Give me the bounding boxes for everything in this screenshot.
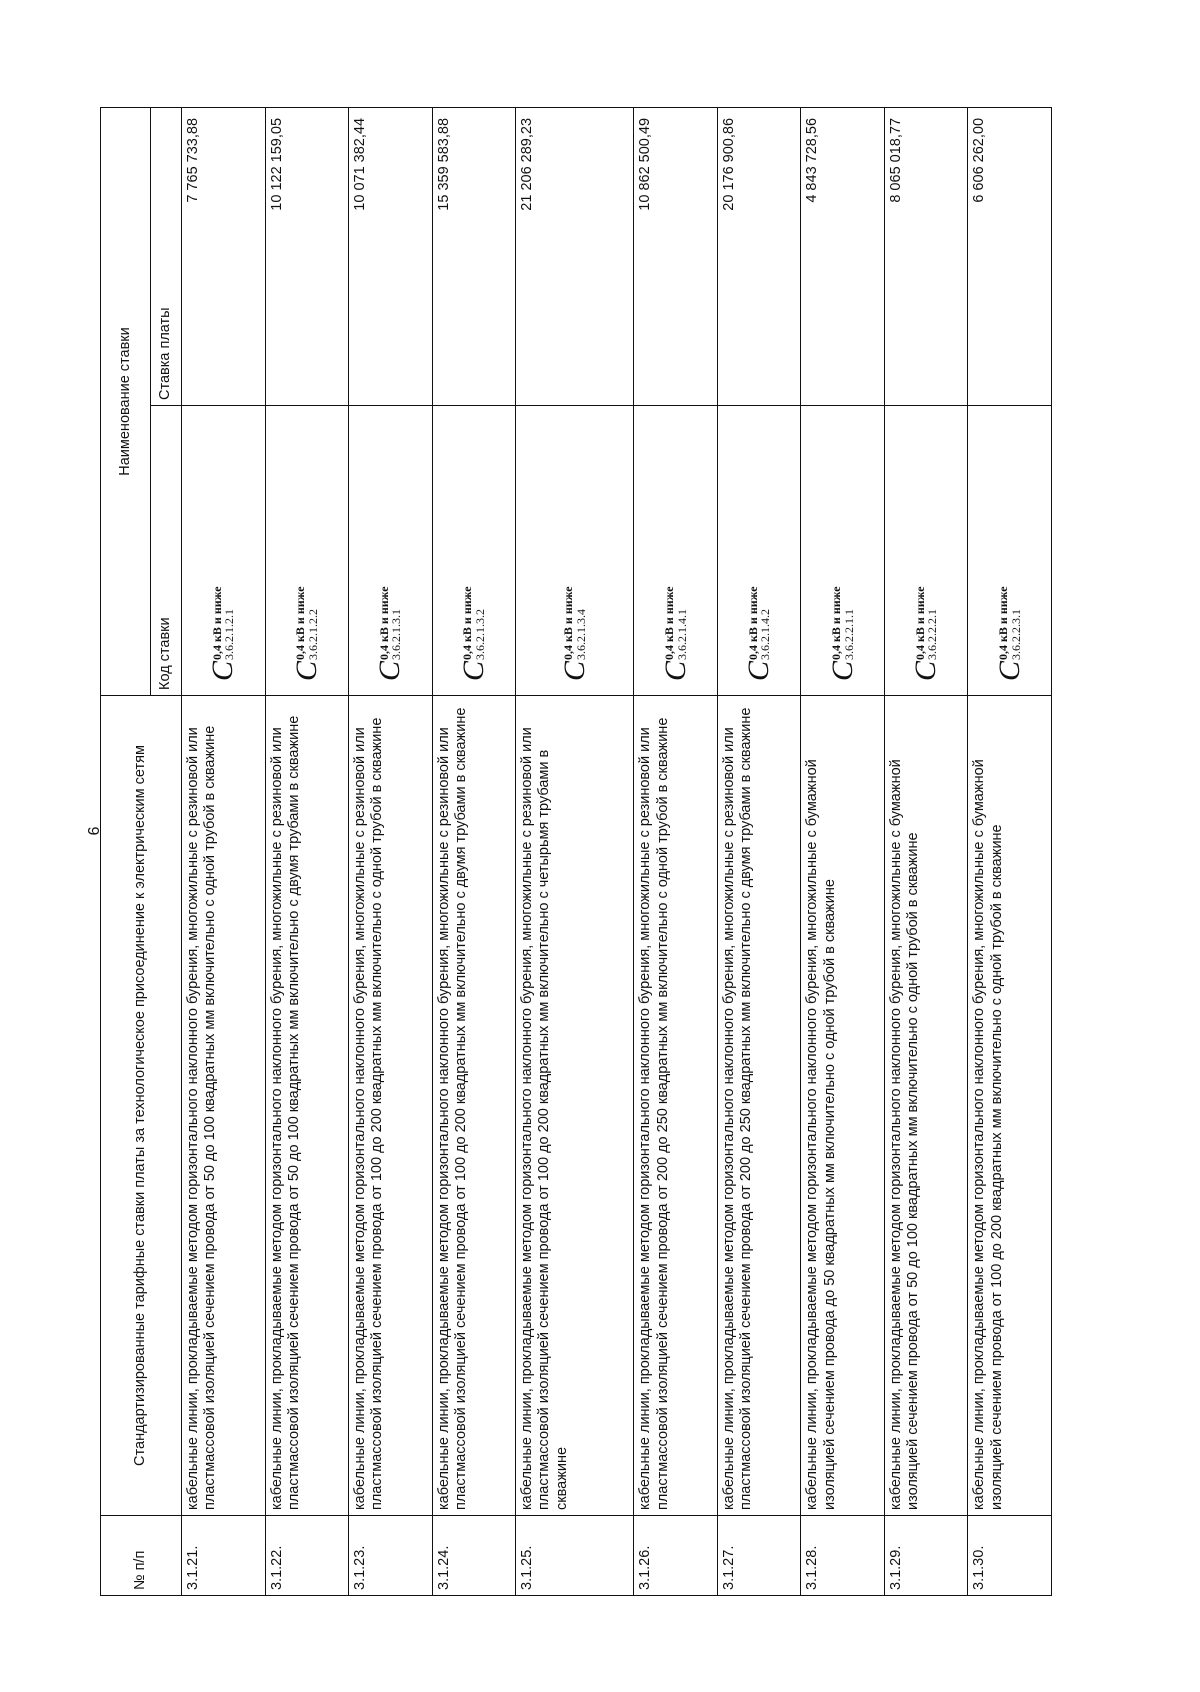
table-row (432, 107, 516, 1595)
table-row (717, 107, 801, 1595)
rate-code-indices (211, 586, 236, 660)
rate-code-symbol (456, 586, 490, 681)
rate-code-letter: C (557, 660, 591, 681)
rate-code-letter: C (456, 660, 490, 681)
row-number: 3.1.21. (182, 1516, 266, 1596)
rate-code-letter: C (658, 660, 692, 681)
rate-code-index: 3.6.2.1.4.2 (758, 608, 773, 660)
rate-code-index: 3.6.2.1.4.1 (674, 608, 689, 660)
table-row (349, 107, 433, 1595)
page-number: 9 (84, 826, 101, 836)
rate-value: 6 606 262,00 (968, 107, 1052, 405)
rate-code-letter: C (825, 660, 859, 681)
rate-code-symbol (992, 586, 1026, 681)
rate-code-index: 3.6.2.2.3.1 (1008, 608, 1023, 660)
rate-code-index: 3.6.2.1.3.2 (472, 608, 487, 660)
rate-value: 21 206 289,23 (516, 107, 634, 405)
row-number: 3.1.22. (265, 1516, 349, 1596)
rate-code-voltage: 0,4 кВ и ниже (829, 586, 844, 660)
rate-code-index: 3.6.2.2.1.1 (841, 608, 856, 660)
rate-code-index: 3.6.2.1.2.1 (222, 608, 237, 660)
rate-value: 10 122 159,05 (265, 107, 349, 405)
header-rate: Ставка платы (151, 107, 182, 405)
row-description: кабельные линии, прокладываемые методом горизонтального наклонного бурения, многожильные с резиновой или пластмассовой изоляцией сечением провода от 200 до 250 квадратных мм включительно с одной трубой в скважине (634, 696, 718, 1516)
rate-code-indices (997, 586, 1022, 660)
rate-code (349, 406, 433, 696)
rate-code-indices (914, 586, 939, 660)
rate-code-voltage: 0,4 кВ и ниже (662, 586, 676, 660)
row-number: 3.1.28. (801, 1516, 885, 1596)
row-number: 3.1.29. (884, 1516, 968, 1596)
rate-code-letter: C (742, 660, 776, 681)
rate-code (265, 406, 349, 696)
rate-code-letter: C (289, 660, 323, 681)
rate-code-indices (747, 586, 772, 660)
row-number: 3.1.26. (634, 1516, 718, 1596)
rate-code-indices (378, 586, 403, 660)
rate-code-symbol (289, 586, 323, 681)
row-number: 3.1.25. (516, 1516, 634, 1596)
rotated-page (100, 108, 1052, 1596)
rate-code-indices (562, 586, 587, 660)
rate-code-symbol (825, 586, 859, 681)
row-description: кабельные линии, прокладываемые методом горизонтального наклонного бурения, многожильные с бумажной изоляцией сечением провода до 50 квадратных мм включительно с одной трубой в скважине (801, 696, 885, 1516)
rate-code (182, 406, 266, 696)
rate-value: 4 843 728,56 (801, 107, 885, 405)
rate-code-symbol (557, 586, 591, 681)
rate-code-voltage: 0,4 кВ и ниже (745, 586, 760, 660)
rate-code-voltage: 0,4 кВ и ниже (561, 586, 576, 660)
rate-value: 8 065 018,77 (884, 107, 968, 405)
rate-code-indices (294, 586, 319, 660)
row-description: кабельные линии, прокладываемые методом горизонтального наклонного бурения, многожильные с резиновой или пластмассовой изоляцией сечением провода от 100 до 200 квадратных мм включительно с двумя трубами в скважине (432, 696, 516, 1516)
row-number: 3.1.24. (432, 1516, 516, 1596)
rate-code-symbol (911, 586, 941, 681)
rate-code-index: 3.6.2.1.3.4 (573, 608, 588, 660)
rate-value: 7 765 733,88 (182, 107, 266, 405)
row-description: кабельные линии, прокладываемые методом горизонтального наклонного бурения, многожильные с бумажной изоляцией сечением провода от 100 до 200 квадратных мм включительно с одной трубой в скважине (968, 696, 1052, 1516)
row-description: кабельные линии, прокладываемые методом горизонтального наклонного бурения, многожильные с бумажной изоляцией сечением провода от 50 до 100 квадратных мм включительно с одной трубой в скважине (884, 696, 968, 1516)
rate-value: 10 862 500,49 (634, 107, 718, 405)
row-description: кабельные линии, прокладываемые методом горизонтального наклонного бурения, многожильные с резиновой или пластмассовой изоляцией сечением провода от 100 до 200 квадратных мм включительно с четырьмя трубами в скважине (516, 696, 634, 1516)
rate-code (634, 406, 718, 696)
rate-code-letter: C (206, 660, 240, 681)
row-description: кабельные линии, прокладываемые методом горизонтального наклонного бурения, многожильные с резиновой или пластмассовой изоляцией сечением провода от 50 до 100 квадратных мм включительно с одной трубой в скважине (182, 696, 266, 1516)
rate-code (884, 406, 968, 696)
rate-code-voltage: 0,4 кВ и ниже (376, 586, 391, 660)
rate-code-voltage: 0,4 кВ и ниже (293, 586, 308, 660)
row-description: кабельные линии, прокладываемые методом горизонтального наклонного бурения, многожильные с резиновой или пластмассовой изоляцией сечением провода от 50 до 100 квадратных мм включительно с двумя трубами в скважине (265, 696, 349, 1516)
row-number: 3.1.23. (349, 1516, 433, 1596)
rate-code-indices (663, 586, 688, 660)
rate-value: 20 176 900,86 (717, 107, 801, 405)
rate-code (717, 406, 801, 696)
rate-code-symbol (658, 586, 692, 681)
rate-code-letter: C (373, 660, 407, 681)
rate-code-symbol (744, 586, 774, 681)
rate-code-voltage: 0,4 кВ и ниже (460, 586, 475, 660)
table-row (634, 107, 718, 1595)
rate-code-voltage: 0,4 кВ и ниже (996, 586, 1011, 660)
rate-code-index: 3.6.2.1.3.1 (389, 608, 404, 660)
rate-code (516, 406, 634, 696)
rate-code-symbol (208, 586, 238, 681)
table-row (182, 107, 266, 1595)
rate-code-symbol (375, 586, 405, 681)
row-number: 3.1.30. (968, 1516, 1052, 1596)
rate-code-index: 3.6.2.2.2.1 (925, 608, 940, 660)
rate-code-voltage: 0,4 кВ и ниже (912, 586, 927, 660)
rate-code-letter: C (992, 660, 1026, 681)
header-code: Код ставки (151, 406, 182, 696)
row-description: кабельные линии, прокладываемые методом горизонтального наклонного бурения, многожильные с резиновой или пластмассовой изоляцией сечением провода от 200 до 250 квадратных мм включительно с двумя трубами в скважине (717, 696, 801, 1516)
rate-code-indices (830, 586, 855, 660)
rate-code (432, 406, 516, 696)
header-description: Стандартизированные тарифные ставки платы за технологическое присоединение к электрическим сетям (101, 696, 182, 1516)
table-row (516, 107, 634, 1595)
rate-value: 15 359 583,88 (432, 107, 516, 405)
tariff-table (100, 107, 1052, 1596)
rate-value: 10 071 382,44 (349, 107, 433, 405)
header-num: № п/п (101, 1516, 182, 1596)
rate-code-letter: C (909, 660, 943, 681)
row-number: 3.1.27. (717, 1516, 801, 1596)
table-row (801, 107, 885, 1595)
table-row (968, 107, 1052, 1595)
row-description: кабельные линии, прокладываемые методом горизонтального наклонного бурения, многожильные с резиновой или пластмассовой изоляцией сечением провода от 100 до 200 квадратных мм включительно с одной трубой в скважине (349, 696, 433, 1516)
rate-code-voltage: 0,4 кВ и ниже (209, 586, 224, 660)
header-rate-name: Наименование ставки (101, 107, 151, 695)
rate-code-indices (461, 586, 486, 660)
rate-code (968, 406, 1052, 696)
table-row (265, 107, 349, 1595)
rate-code (801, 406, 885, 696)
rate-code-index: 3.6.2.1.2.2 (305, 608, 320, 660)
table-row (884, 107, 968, 1595)
table-body (182, 107, 1052, 1595)
